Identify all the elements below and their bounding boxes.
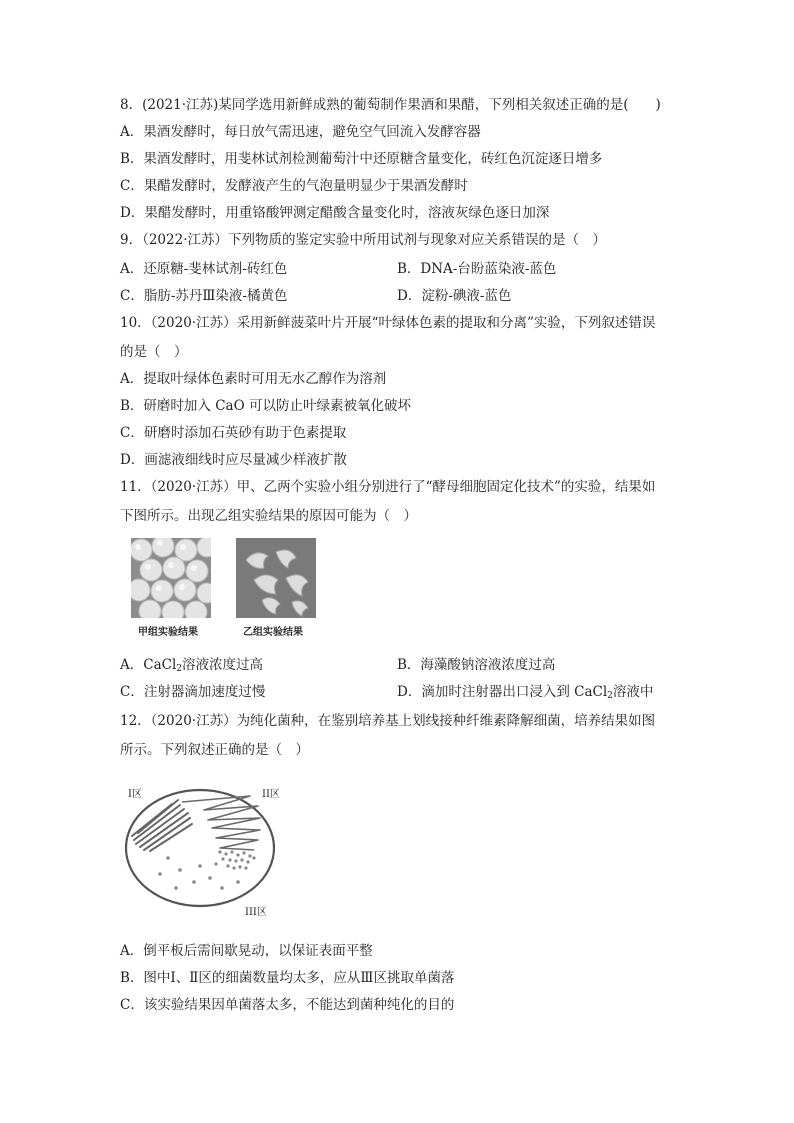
q9-option-c: C．脂肪-苏丹Ⅲ染液-橘黄色 — [120, 288, 288, 304]
q9-stem: 9．（2022·江苏）下列物质的鉴定实验中所用试剂与现象对应关系错误的是（ ） — [120, 232, 606, 248]
q9-option-b: B．DNA-台盼蓝染液-蓝色 — [397, 261, 557, 277]
q11-option-b: B．海藻酸钠溶液浓度过高 — [397, 657, 556, 673]
q12-stem-line2: 所示。下列叙述正确的是（ ） — [120, 742, 309, 758]
q11-caption-yi: 乙组实验结果 — [243, 627, 303, 638]
q8-stem: 8．(2021·江苏)某同学选用新鲜成熟的葡萄制作果酒和果醋，下列相关叙述正确的是( ) — [120, 97, 661, 113]
q11-option-a: A．CaCl$_2$溶液浓度过高 — [120, 657, 264, 674]
q10-option-d: D．画滤液细线时应尽量减少样液扩散 — [120, 452, 347, 468]
q12-label-zone-3: III区 — [245, 907, 267, 918]
q8-option-a: A．果酒发酵时，每日放气需迅速，避免空气回流入发酵容器 — [120, 124, 481, 140]
q8-option-d: D．果醋发酵时，用重铬酸钾测定醋酸含量变化时，溶液灰绿色逐日加深 — [120, 205, 550, 221]
q12-stem-line1: 12．（2020·江苏）为纯化菌种，在鉴别培养基上划线接种纤维素降解细菌，培养结果如图 — [120, 713, 656, 729]
q11-option-d: D．滴加时注射器出口浸入到 CaCl$_2$溶液中 — [397, 684, 654, 701]
q10-option-a: A．提取叶绿体色素时可用无水乙醇作为溶剂 — [120, 371, 387, 387]
q10-option-b: B．研磨时加入 CaO 可以防止叶绿素被氧化破坏 — [120, 398, 411, 414]
q12-option-c: C．该实验结果因单菌落太多，不能达到菌种纯化的目的 — [120, 997, 455, 1013]
q10-stem-line2: 的是（ ） — [120, 344, 188, 360]
q9-option-d: D．淀粉-碘液-蓝色 — [397, 288, 512, 304]
q12-label-zone-1: I区 — [128, 789, 142, 800]
q11-option-c: C．注射器滴加速度过慢 — [120, 684, 266, 700]
q10-stem-line1: 10．（2020·江苏）采用新鲜菠菜叶片开展“叶绿体色素的提取和分离”实验，下列叙述错误 — [120, 315, 656, 331]
q10-option-c: C．研磨时添加石英砂有助于色素提取 — [120, 425, 347, 441]
q12-label-zone-2: II区 — [262, 789, 280, 800]
q9-option-a: A．还原糖-斐林试剂-砖红色 — [120, 261, 288, 277]
q8-option-c: C．果醋发酵时，发酵液产生的气泡量明显少于果酒发酵时 — [120, 178, 468, 194]
q12-option-a: A．倒平板后需间歇晃动，以保证表面平整 — [120, 943, 373, 959]
q11-caption-jia: 甲组实验结果 — [138, 627, 198, 638]
q11-photo-group-jia — [131, 538, 211, 618]
q11-stem-line1: 11．（2020·江苏）甲、乙两个实验小组分别进行了“酵母细胞固定化技术”的实验，结果如 — [120, 479, 656, 495]
q11-photo-group-yi — [236, 538, 316, 618]
q12-option-b: B．图中Ⅰ、Ⅱ区的细菌数量均太多，应从Ⅲ区挑取单菌落 — [120, 970, 455, 986]
q8-option-b: B．果酒发酵时，用斐林试剂检测葡萄汁中还原糖含量变化，砖红色沉淀逐日增多 — [120, 151, 603, 167]
q11-stem-line2: 下图所示。出现乙组实验结果的原因可能为（ ） — [120, 508, 417, 524]
